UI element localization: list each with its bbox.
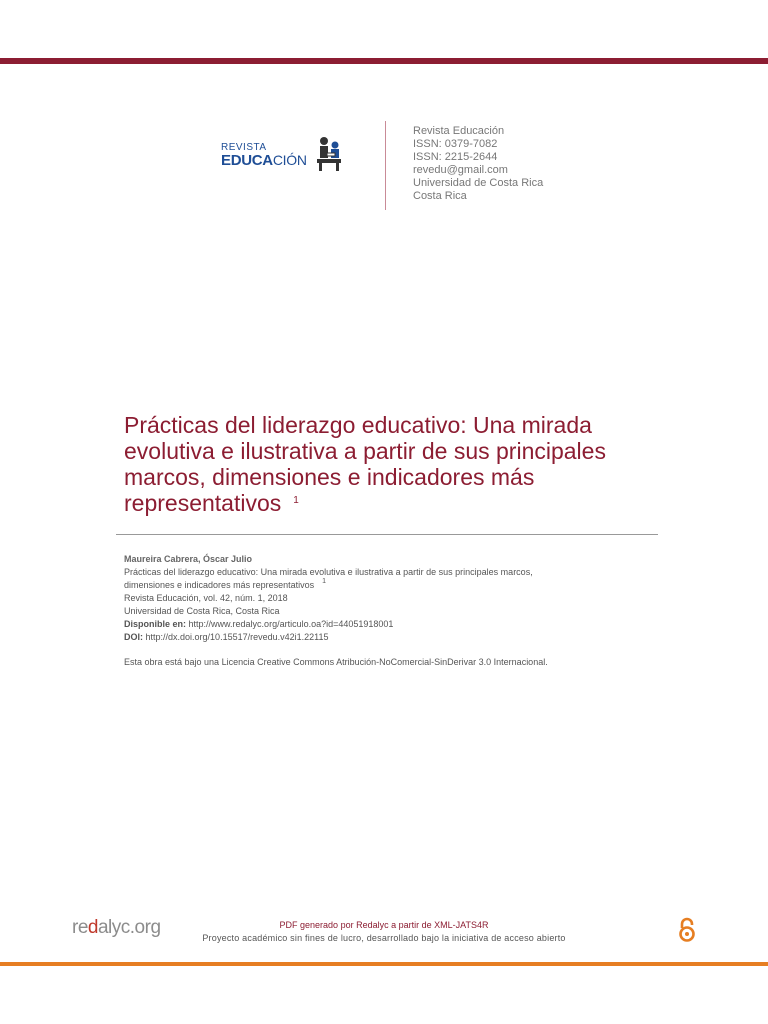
- open-access-icon: [677, 917, 697, 943]
- title-footnote-marker: 1: [293, 495, 299, 506]
- logo-educacion-text: [221, 152, 307, 169]
- meta-footnote-marker: 1: [322, 578, 327, 585]
- article-title-line2: dimensiones e indicadores más representativos: [124, 580, 315, 590]
- article-title-line1: Prácticas del liderazgo educativo: Una mirada evolutiva e ilustrativa a partir de sus principales marcos,: [124, 567, 533, 577]
- article-title-line2-row: [124, 579, 644, 592]
- redalyc-logo-pre: re: [72, 917, 88, 938]
- redalyc-logo-post: alyc.org: [97, 917, 161, 938]
- logo-cion-text: CIÓN: [272, 152, 307, 168]
- doi-label: DOI:: [124, 632, 143, 642]
- journal-info: [413, 125, 543, 203]
- journal-issn-online: ISSN: 2215-2644: [413, 151, 498, 163]
- doi-link[interactable]: http://dx.doi.org/10.15517/revedu.v42i1.22115: [145, 632, 329, 642]
- pdf-generated-note: PDF generado por Redalyc a partir de XML-JATS4R: [279, 920, 489, 930]
- journal-issn-print: ISSN: 0379-7082: [413, 138, 498, 150]
- redalyc-logo-mid: d: [87, 917, 98, 938]
- reader-figure-icon: [313, 133, 345, 173]
- journal-institution: Universidad de Costa Rica: [413, 177, 544, 189]
- logo-edu-text: EDUCA: [221, 152, 273, 169]
- title-rule: [116, 534, 658, 535]
- journal-email[interactable]: revedu@gmail.com: [413, 164, 508, 176]
- article-title-text: Prácticas del liderazgo educativo: Una mirada evolutiva e ilustrativa a partir de sus principales marcos, dimensiones e indicadores más representativos: [124, 412, 606, 516]
- journal-logo: [219, 125, 347, 177]
- doi-row: [124, 631, 644, 644]
- journal-reference: Revista Educación, vol. 42, núm. 1, 2018: [124, 593, 288, 603]
- available-label: Disponible en:: [124, 619, 187, 629]
- project-note: Proyecto académico sin fines de lucro, desarrollado bajo la iniciativa de acceso abierto: [202, 933, 566, 943]
- article-author: Maureira Cabrera, Óscar Julio: [124, 554, 253, 564]
- article-title: [124, 412, 624, 516]
- journal-country: Costa Rica: [413, 190, 467, 202]
- license-text[interactable]: Esta obra está bajo una Licencia Creative Commons Atribución-NoComercial-SinDerivar 3.0 Internacional.: [124, 657, 548, 667]
- available-row: [124, 618, 644, 631]
- bottom-accent-bar: [0, 962, 768, 966]
- header-divider: [385, 121, 386, 210]
- article-metadata: [124, 553, 644, 644]
- logo-revista-text: REVISTA: [221, 142, 267, 153]
- article-institution: Universidad de Costa Rica, Costa Rica: [124, 606, 280, 616]
- top-accent-bar: [0, 58, 768, 64]
- available-link[interactable]: http://www.redalyc.org/articulo.oa?id=44051918001: [188, 619, 394, 629]
- journal-name: Revista Educación: [413, 125, 505, 137]
